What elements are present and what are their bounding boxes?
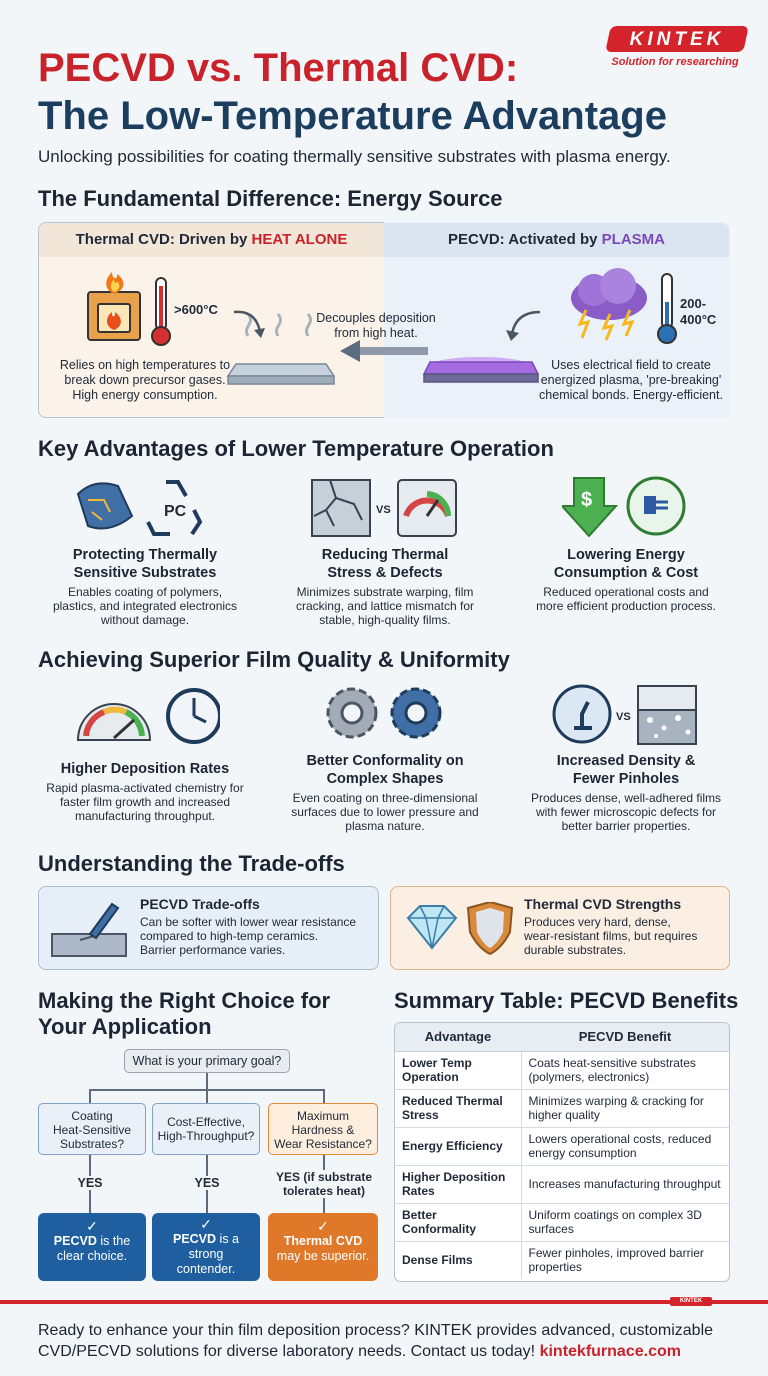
summary-table [394, 1022, 730, 1282]
quality-card-1: Higher Deposition Rates Rapid plasma-activated chemistry for faster film growth and increased manufacturing throughput. [46, 761, 244, 823]
choice-heading: Making the Right Choice for Your Application [38, 988, 331, 1039]
pecvd-tradeoffs: PECVD Trade-offs Can be softer with lower wear resistance compared to high-temp ceramics. Barrier performance varies. [140, 896, 357, 957]
thermal-temp: >600°C [174, 302, 218, 317]
summary-heading: Summary Table: PECVD Benefits [394, 988, 739, 1013]
quality-card-2: Better Conformality on Complex Shapes Even coating on three-dimensional surfaces due to lower pressure and plasma nature. [291, 753, 479, 833]
decouple-note: Decouples deposition from high heat. [316, 311, 436, 340]
decision-question: What is your primary goal? [124, 1049, 290, 1073]
crack-gauge-icon [310, 476, 460, 540]
result-pecvd-strong: ✓ PECVD is a strong contender. [152, 1213, 260, 1281]
diamond-shield-icon [404, 902, 514, 956]
footer-mini-logo-text: KINTEK [679, 1298, 703, 1304]
curved-arrow-icon [230, 304, 270, 344]
result-thermal-superior: ✓ Thermal CVD may be superior. [268, 1213, 378, 1281]
furnace-fire-icon [84, 272, 144, 344]
pecvd-temp: 200- 400°C [680, 296, 717, 327]
thermometer-cool-icon [656, 272, 678, 346]
energy-heading: The Fundamental Difference: Energy Source [38, 186, 503, 211]
dollar-plug-icon [562, 474, 688, 540]
option-heat-sensitive: Coating Heat-Sensitive Substrates? [38, 1103, 146, 1155]
scratch-pen-icon [50, 900, 130, 960]
table-row: Lower Temp Operation Coats heat-sensitive substrates (polymers, electronics) [395, 1051, 729, 1089]
thermal-header: Thermal CVD: Driven by HEAT ALONE [75, 231, 348, 248]
pecvd-header: PECVD: Activated by PLASMA [448, 231, 665, 248]
tradeoffs-heading: Understanding the Trade-offs [38, 851, 345, 876]
svg-text:$: $ [581, 489, 593, 511]
advantages-heading: Key Advantages of Lower Temperature Operation [38, 436, 554, 461]
vs-label-2: VS [616, 711, 631, 723]
brand-tagline: Solution for researching [611, 56, 739, 68]
footer-divider [0, 1300, 768, 1304]
footer-link[interactable]: kintekfurnace.com [539, 1343, 681, 1360]
table-row: Higher Deposition Rates Increases manufacturing throughput [395, 1165, 729, 1203]
pecvd-description: Uses electrical field to create energized plasma, 'pre-breaking' chemical bonds. Energy-efficient. [539, 358, 723, 402]
option-cost-effective: Cost-Effective, High-Throughput? [152, 1103, 260, 1155]
footer-text: Ready to enhance your thin film deposition process? KINTEK provides advanced, customizable CVD/PECVD solutions for diverse laboratory needs. Contact us today! kintekfurnace.com [38, 1322, 714, 1360]
advantage-card-1: Protecting Thermally Sensitive Substrates Enables coating of polymers, plastics, and integrated electronics without damage. [52, 547, 238, 627]
advantage-card-2: Reducing Thermal Stress & Defects Minimizes substrate warping, film cracking, and lattice mismatch for stable, high-quality films. [295, 547, 475, 627]
page-subtitle: Unlocking possibilities for coating thermally sensitive substrates with plasma energy. [38, 147, 671, 166]
page-title-line1: PECVD vs. Thermal CVD: [38, 46, 519, 90]
circuit-recycle-icon [74, 476, 224, 540]
table-row: Energy Efficiency Lowers operational costs, reduced energy consumption [395, 1127, 729, 1165]
answer-2: YES [177, 1176, 237, 1190]
page-title-line2: The Low-Temperature Advantage [38, 94, 667, 138]
quality-heading: Achieving Superior Film Quality & Uniformity [38, 647, 510, 672]
table-row: Reduced Thermal Stress Minimizes warping & cracking for higher quality [395, 1089, 729, 1127]
vs-label-1: VS [376, 504, 391, 516]
option-max-hardness: Maximum Hardness & Wear Resistance? [268, 1103, 378, 1155]
quality-card-3: Increased Density & Fewer Pinholes Produces dense, well-adhered films with fewer microscopic defects for better barrier properties. [530, 753, 722, 833]
result-pecvd-clear: ✓ PECVD is the clear choice. [38, 1213, 146, 1281]
table-header: Advantage [395, 1023, 521, 1051]
tree-line [323, 1089, 325, 1103]
curved-arrow-pecvd-icon [498, 306, 544, 346]
answer-3: YES (if substrate tolerates heat) [268, 1170, 380, 1198]
table-row: Better Conformality Uniform coatings on complex 3D surfaces [395, 1203, 729, 1241]
pc-label: PC [164, 503, 187, 520]
thermometer-hot-icon [150, 276, 172, 348]
tree-line [89, 1089, 91, 1103]
table-row: Dense Films Fewer pinholes, improved barrier properties [395, 1241, 729, 1279]
tree-line [206, 1073, 208, 1089]
gauge-clock-icon [74, 686, 220, 746]
plasma-cloud-icon [564, 266, 654, 342]
gears-icon [318, 680, 450, 746]
tree-line [206, 1089, 208, 1103]
pecvd-substrate-icon [420, 356, 540, 390]
microscope-film-icon [552, 684, 698, 746]
thermal-strengths: Thermal CVD Strengths Produces very hard, dense, wear-resistant films, but requires durable substrates. [524, 896, 698, 957]
advantage-card-3: Lowering Energy Consumption & Cost Reduced operational costs and more efficient production process. [536, 547, 716, 613]
brand-logo-text: KINTEK [629, 29, 725, 50]
table-header: PECVD Benefit [521, 1023, 729, 1051]
arrow-left-icon [340, 340, 430, 362]
thermal-description: Relies on high temperatures to break down precursor gases. High energy consumption. [59, 358, 231, 402]
answer-1: YES [60, 1176, 120, 1190]
